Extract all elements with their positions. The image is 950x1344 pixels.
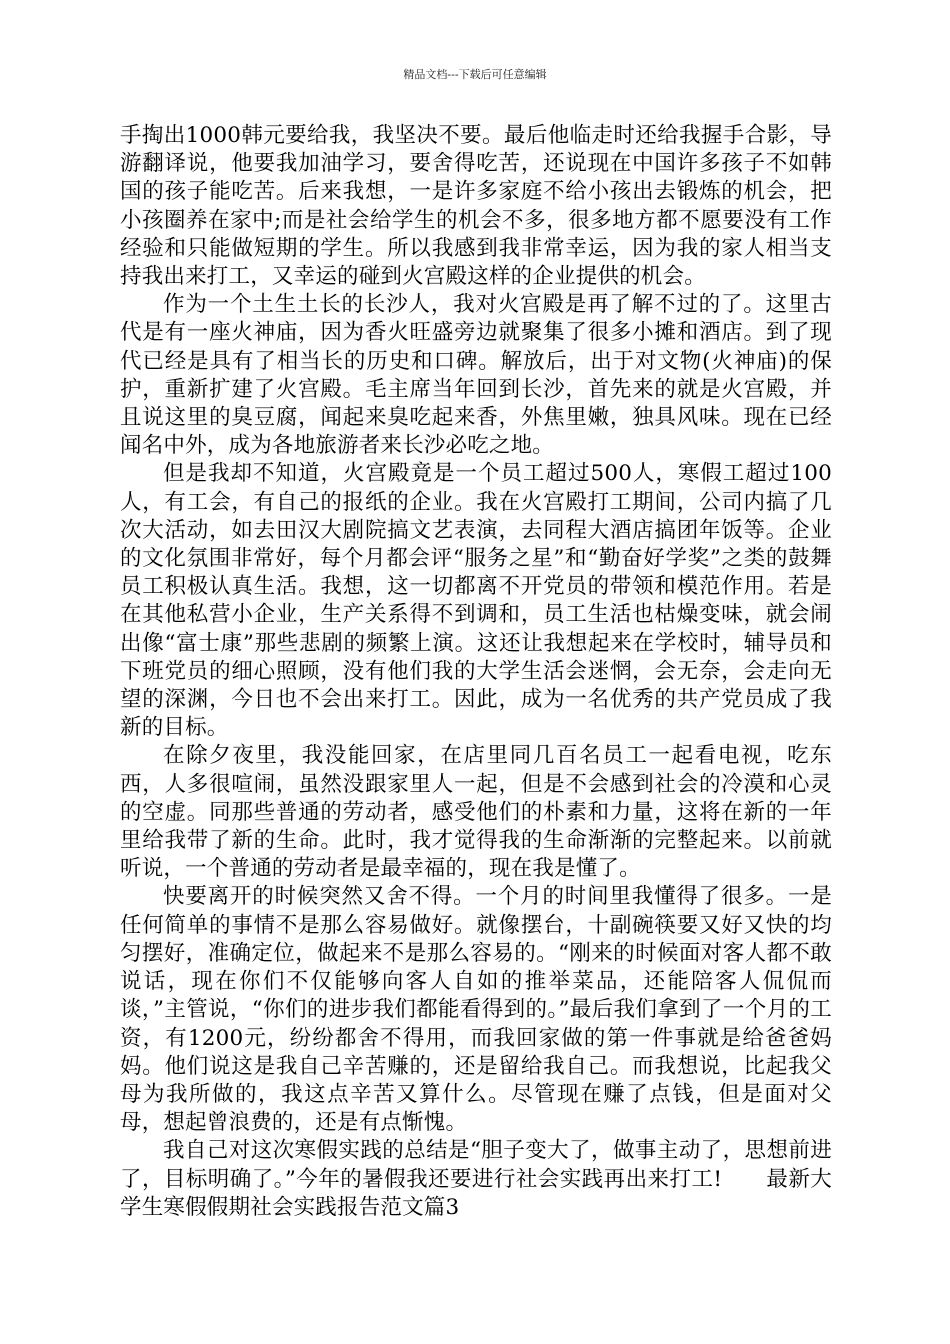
paragraph-6: 我自己对这次寒假实践的总结是“胆子变大了，做事主动了，思想前进了，目标明确了。”今年的暑假我还要进行社会实践再出来打工! 最新大学生寒假假期社会实践报告范文篇3 [120, 1138, 832, 1220]
paragraph-2: 作为一个土生土长的长沙人，我对火宫殿是再了解不过的了。这里古代是有一座火神庙，因为香火旺盛旁边就聚集了很多小摊和酒店。到了现代已经是具有了相当长的历史和口碑。解放后，出于对文物(火神庙)的保护，重新扩建了火宫殿。毛主席当年回到长沙，首先来的就是火宫殿，并且说这里的臭豆腐，闻起来臭吃起来香，外焦里嫩，独具风味。现在已经闻名中外，成为各地旅游者来长沙必吃之地。 [120, 292, 832, 459]
paragraph-4: 在除夕夜里，我没能回家，在店里同几百名员工一起看电视，吃东西，人多很喧闹，虽然没跟家里人一起，但是不会感到社会的冷漠和心灵的空虚。同那些普通的劳动者，感受他们的朴素和力量，这将在新的一年里给我带了新的生命。此时，我才觉得我的生命渐渐的完整起来。以前就听说，一个普通的劳动者是最幸福的，现在我是懂了。 [120, 743, 832, 882]
paragraph-1: 手掏出1000韩元要给我，我坚决不要。最后他临走时还给我握手合影，导游翻译说，他要我加油学习，要舍得吃苦，还说现在中国许多孩子不如韩国的孩子能吃苦。后来我想，一是许多家庭不给小孩出去锻炼的机会，把小孩圈养在家中;而是社会给学生的机会不多，很多地方都不愿要没有工作经验和只能做短期的学生。所以我感到我非常幸运，因为我的家人相当支持我出来打工，又幸运的碰到火宫殿这样的企业提供的机会。 [120, 123, 832, 290]
paragraph-3: 但是我却不知道，火宫殿竟是一个员工超过500人，寒假工超过100人，有工会，有自己的报纸的企业。我在火宫殿打工期间，公司内搞了几次大活动，如去田汉大剧院搞文艺表演，去同程大酒店搞团年饭等。企业的文化氛围非常好，每个月都会评“服务之星”和“勤奋好学奖”之类的鼓舞员工积极认真生活。我想，这一切都离不开党员的带领和模范作用。若是在其他私营小企业，生产关系得不到调和，员工生活也枯燥变味，就会闹出像“富士康”那些悲剧的频繁上演。这还让我想起来在学校时，辅导员和下班党员的细心照顾，没有他们我的大学生活会迷惘，会无奈，会走向无望的深渊，今日也不会出来打工。因此，成为一名优秀的共产党员成了我新的目标。 [120, 461, 832, 741]
page-header: 精品文档---下载后可任意编辑 [403, 68, 547, 81]
document-body [120, 122, 832, 1222]
paragraph-5: 快要离开的时候突然又舍不得。一个月的时间里我懂得了很多。一是任何简单的事情不是那么容易做好。就像摆台，十副碗筷要又好又快的均匀摆好，准确定位，做起来不是那么容易的。“刚来的时候面对客人都不敢说话，现在你们不仅能够向客人自如的推举菜品，还能陪客人侃侃而谈，”主管说，“你们的进步我们都能看得到的。”最后我们拿到了一个月的工资，有1200元，纷纷都舍不得用，而我回家做的第一件事就是给爸爸妈妈。他们说这是我自己辛苦赚的，还是留给我自己。而我想说，比起我父母为我所做的，我这点辛苦又算什么。尽管现在赚了点钱，但是面对父母，想起曾浪费的，还是有点惭愧。 [120, 884, 832, 1136]
